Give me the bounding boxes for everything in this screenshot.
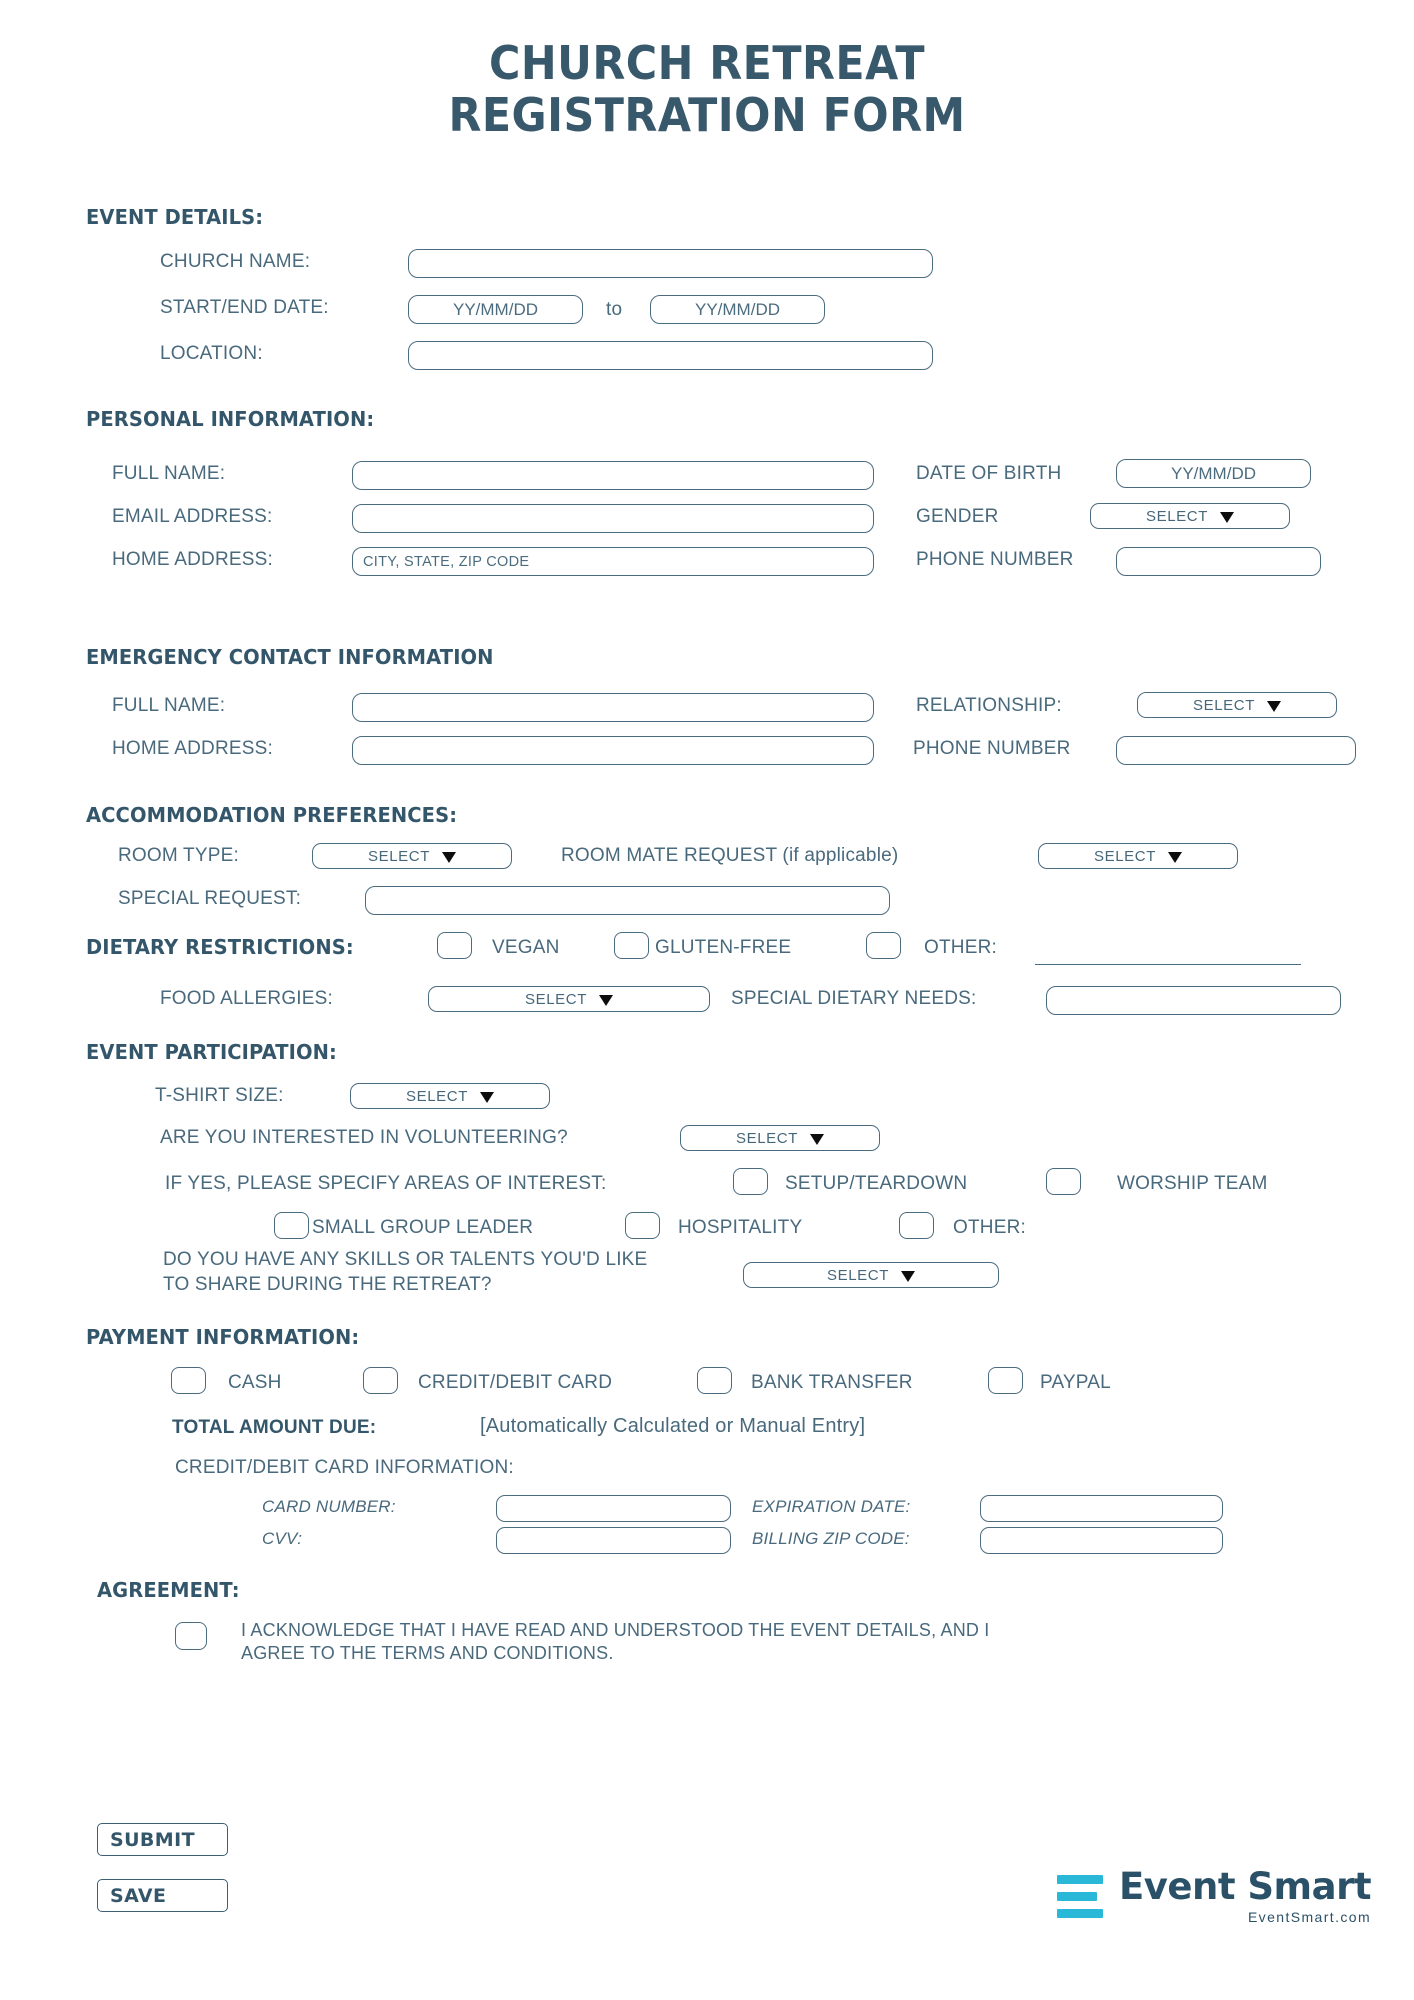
label-skills-line-2: TO SHARE DURING THE RETREAT? — [163, 1274, 492, 1295]
input-dietary-other-text[interactable] — [1035, 963, 1301, 965]
label-room-type: ROOM TYPE: — [118, 845, 239, 866]
checkbox-paypal[interactable] — [988, 1367, 1023, 1394]
input-start-date[interactable] — [408, 295, 583, 324]
select-food-allergies-value: SELECT — [525, 990, 587, 1008]
input-location[interactable] — [408, 341, 933, 370]
input-home-address[interactable] — [352, 547, 874, 576]
select-relationship[interactable] — [1137, 692, 1337, 718]
page-title-line-1: CHURCH RETREAT — [489, 36, 925, 90]
select-food-allergies[interactable] — [428, 986, 710, 1012]
checkbox-gluten-free[interactable] — [614, 932, 649, 959]
page-title — [49, 0, 1364, 141]
label-full-name: FULL NAME: — [112, 463, 226, 484]
label-relationship: RELATIONSHIP: — [916, 695, 1062, 716]
date-range-separator: to — [606, 299, 623, 320]
input-phone-number[interactable] — [1116, 547, 1321, 576]
section-heading-payment: PAYMENT INFORMATION: — [86, 1325, 360, 1349]
section-heading-dietary: DIETARY RESTRICTIONS: — [86, 935, 354, 959]
label-worship-team: WORSHIP TEAM — [1117, 1173, 1268, 1194]
event-smart-logo-icon — [1057, 1869, 1103, 1925]
input-emergency-home-address[interactable] — [352, 736, 874, 765]
checkbox-cash[interactable] — [171, 1367, 206, 1394]
checkbox-participation-other[interactable] — [899, 1212, 934, 1239]
label-bank-transfer: BANK TRANSFER — [751, 1372, 913, 1393]
checkbox-credit-debit-card[interactable] — [363, 1367, 398, 1394]
label-gluten-free: GLUTEN-FREE — [655, 937, 792, 958]
label-church-name: CHURCH NAME: — [160, 251, 311, 272]
input-email-address[interactable] — [352, 504, 874, 533]
agreement-text-line-1: I ACKNOWLEDGE THAT I HAVE READ AND UNDERSTOOD THE EVENT DETAILS, AND I — [241, 1620, 990, 1640]
label-special-dietary-needs: SPECIAL DIETARY NEEDS: — [731, 988, 977, 1009]
input-end-date[interactable] — [650, 295, 825, 324]
label-cash: CASH — [228, 1372, 282, 1393]
select-roommate-value: SELECT — [1094, 847, 1156, 865]
label-gender: GENDER — [916, 506, 999, 527]
chevron-down-icon — [1267, 701, 1281, 712]
select-tshirt-value: SELECT — [406, 1087, 468, 1105]
label-setup-teardown: SETUP/TEARDOWN — [785, 1173, 968, 1194]
checkbox-hospitality[interactable] — [625, 1212, 660, 1239]
checkbox-setup-teardown[interactable] — [733, 1168, 768, 1195]
label-dietary-other: OTHER: — [924, 937, 997, 958]
dob-placeholder: YY/MM/DD — [1171, 463, 1256, 483]
page-title-line-2: REGISTRATION FORM — [448, 87, 966, 142]
label-vegan: VEGAN — [492, 937, 560, 958]
value-total-amount-due: [Automatically Calculated or Manual Entry] — [480, 1415, 866, 1437]
label-emergency-home-address: HOME ADDRESS: — [112, 738, 273, 759]
label-email-address: EMAIL ADDRESS: — [112, 506, 273, 527]
agreement-text-line-2: AGREE TO THE TERMS AND CONDITIONS. — [241, 1643, 614, 1663]
chevron-down-icon — [442, 852, 456, 863]
save-button-label: SAVE — [110, 1884, 167, 1907]
input-special-request[interactable] — [365, 886, 890, 915]
label-phone-number: PHONE NUMBER — [916, 549, 1074, 570]
checkbox-dietary-other[interactable] — [866, 932, 901, 959]
label-volunteering: ARE YOU INTERESTED IN VOLUNTEERING? — [160, 1127, 568, 1148]
label-tshirt-size: T-SHIRT SIZE: — [155, 1085, 284, 1106]
label-hospitality: HOSPITALITY — [678, 1217, 803, 1238]
select-gender-value: SELECT — [1146, 507, 1208, 525]
input-billing-zip-code[interactable] — [980, 1527, 1223, 1554]
label-billing-zip-code: BILLING ZIP CODE: — [752, 1529, 910, 1548]
select-gender[interactable] — [1090, 503, 1290, 529]
input-card-number[interactable] — [496, 1495, 731, 1522]
section-heading-participation: EVENT PARTICIPATION: — [86, 1040, 337, 1064]
label-cvv: CVV: — [262, 1529, 303, 1548]
label-card-number: CARD NUMBER: — [262, 1497, 396, 1516]
chevron-down-icon — [810, 1134, 824, 1145]
select-skills-value: SELECT — [827, 1266, 889, 1284]
checkbox-vegan[interactable] — [437, 932, 472, 959]
label-areas-of-interest: IF YES, PLEASE SPECIFY AREAS OF INTEREST: — [165, 1173, 607, 1194]
submit-button-label: SUBMIT — [110, 1828, 195, 1851]
label-location: LOCATION: — [160, 343, 263, 364]
chevron-down-icon — [1168, 852, 1182, 863]
label-start-end-date: START/END DATE: — [160, 297, 329, 318]
chevron-down-icon — [599, 995, 613, 1006]
select-roommate-request[interactable] — [1038, 843, 1238, 869]
label-date-of-birth: DATE OF BIRTH — [916, 463, 1062, 484]
label-card-information: CREDIT/DEBIT CARD INFORMATION: — [175, 1457, 514, 1478]
section-heading-accommodation: ACCOMMODATION PREFERENCES: — [86, 803, 458, 827]
label-paypal: PAYPAL — [1040, 1372, 1111, 1393]
label-participation-other: OTHER: — [953, 1217, 1026, 1238]
label-special-request: SPECIAL REQUEST: — [118, 888, 302, 909]
checkbox-worship-team[interactable] — [1046, 1168, 1081, 1195]
submit-button[interactable] — [97, 1823, 228, 1856]
label-expiration-date: EXPIRATION DATE: — [752, 1497, 911, 1516]
select-volunteering-value: SELECT — [736, 1129, 798, 1147]
select-room-type[interactable] — [312, 843, 512, 869]
end-date-placeholder: YY/MM/DD — [695, 299, 780, 319]
checkbox-small-group-leader[interactable] — [274, 1212, 309, 1239]
input-full-name[interactable] — [352, 461, 874, 490]
select-tshirt-size[interactable] — [350, 1083, 550, 1109]
input-church-name[interactable] — [408, 249, 933, 278]
section-heading-agreement: AGREEMENT: — [97, 1578, 240, 1602]
input-cvv[interactable] — [496, 1527, 731, 1554]
label-credit-debit-card: CREDIT/DEBIT CARD — [418, 1372, 613, 1393]
label-emergency-phone-number: PHONE NUMBER — [913, 738, 1071, 759]
chevron-down-icon — [901, 1271, 915, 1282]
event-smart-logo-text: Event Smart — [1119, 1865, 1372, 1908]
start-date-placeholder: YY/MM/DD — [453, 299, 538, 319]
label-small-group-leader: SMALL GROUP LEADER — [312, 1217, 534, 1238]
input-date-of-birth[interactable] — [1116, 459, 1311, 488]
checkbox-agreement[interactable] — [175, 1622, 207, 1650]
section-heading-personal-information: PERSONAL INFORMATION: — [86, 407, 375, 431]
home-address-placeholder: CITY, STATE, ZIP CODE — [363, 553, 530, 570]
chevron-down-icon — [480, 1092, 494, 1103]
select-skills[interactable] — [743, 1262, 999, 1288]
chevron-down-icon — [1220, 512, 1234, 523]
input-emergency-full-name[interactable] — [352, 693, 874, 722]
input-expiration-date[interactable] — [980, 1495, 1223, 1522]
event-smart-logo-url: EventSmart.com — [1247, 1909, 1372, 1925]
save-button[interactable] — [97, 1879, 228, 1912]
label-total-amount-due: TOTAL AMOUNT DUE: — [172, 1417, 377, 1438]
input-emergency-phone-number[interactable] — [1116, 736, 1356, 765]
label-emergency-full-name: FULL NAME: — [112, 695, 226, 716]
label-skills-line-1: DO YOU HAVE ANY SKILLS OR TALENTS YOU'D LIKE — [163, 1249, 648, 1270]
checkbox-bank-transfer[interactable] — [697, 1367, 732, 1394]
select-volunteering[interactable] — [680, 1125, 880, 1151]
section-heading-event-details: EVENT DETAILS: — [86, 205, 264, 229]
select-room-type-value: SELECT — [368, 847, 430, 865]
label-roommate-request: ROOM MATE REQUEST (if applicable) — [561, 845, 899, 866]
section-heading-emergency-contact: EMERGENCY CONTACT INFORMATION — [86, 645, 494, 669]
label-food-allergies: FOOD ALLERGIES: — [160, 988, 333, 1009]
label-home-address: HOME ADDRESS: — [112, 549, 273, 570]
select-relationship-value: SELECT — [1193, 696, 1255, 714]
event-smart-logo — [1057, 1865, 1372, 1925]
input-special-dietary-needs[interactable] — [1046, 986, 1341, 1015]
